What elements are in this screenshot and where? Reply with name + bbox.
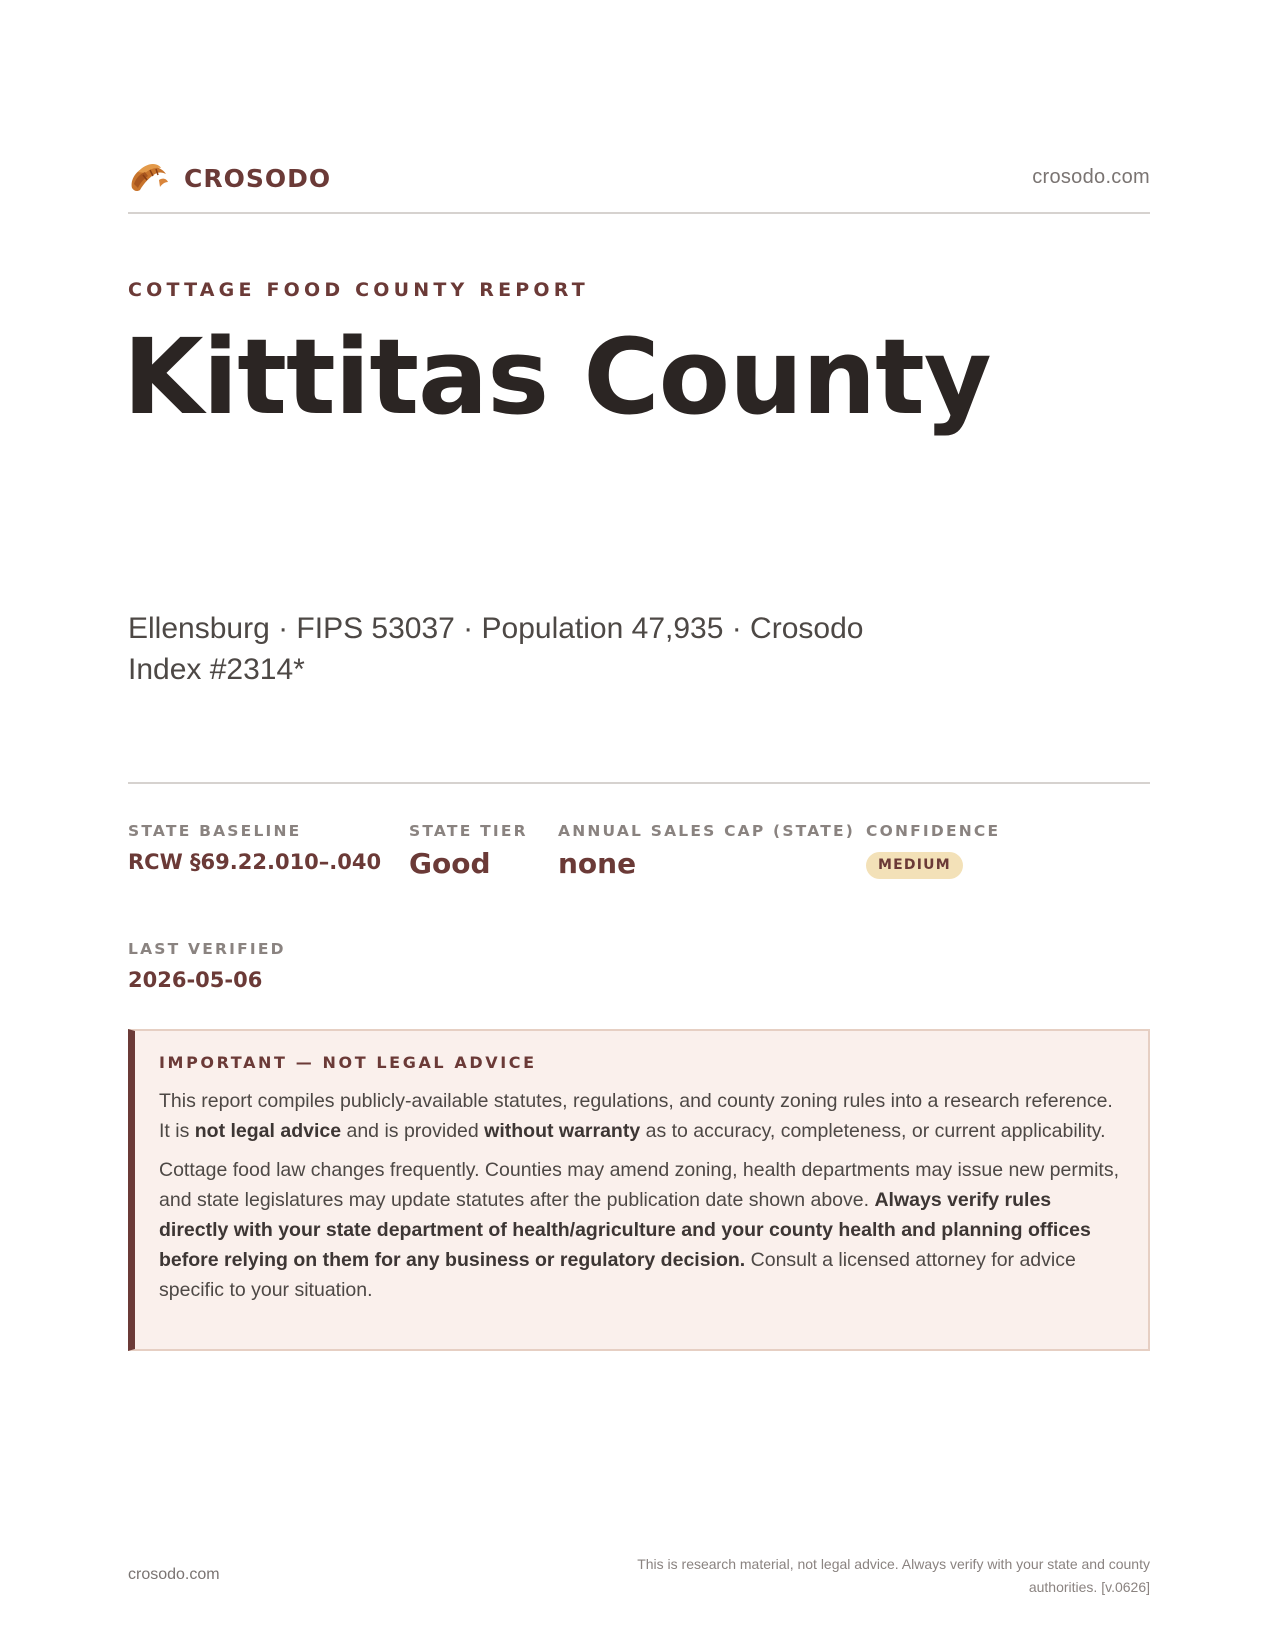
stat-value: RCW §69.22.010–.040 [128, 850, 382, 874]
stat-value: none [558, 847, 637, 880]
report-kicker: COTTAGE FOOD COUNTY REPORT [128, 279, 589, 301]
croissant-icon [128, 158, 170, 198]
stat-last-verified [128, 940, 286, 992]
footer-disclaimer: This is research material, not legal advice. Always verify with your state and county authorities. [v.0626] [637, 1556, 1150, 1595]
stat-sales-cap [558, 822, 855, 880]
header-site-url[interactable]: crosodo.com [1032, 166, 1150, 188]
stat-label: STATE BASELINE [128, 822, 302, 840]
stat-state-tier [409, 822, 528, 880]
section-divider [128, 782, 1150, 784]
stat-label: LAST VERIFIED [128, 940, 286, 958]
legal-notice [128, 1029, 1150, 1351]
notice-emphasis: Always verify rules directly with your state department of health/agriculture and your county health and planning offices before relying on them for any business or regulatory decision. [159, 1189, 1091, 1271]
notice-text: and is provided [341, 1120, 485, 1142]
page-title: Kittitas County [123, 316, 991, 438]
stat-label: ANNUAL SALES CAP (STATE) [558, 822, 856, 840]
stat-state-baseline [128, 822, 381, 874]
brand-logo [128, 158, 331, 198]
stat-label: CONFIDENCE [866, 822, 1001, 840]
report-page [123, 0, 1150, 1650]
stat-confidence [866, 822, 1000, 879]
stat-value: 2026-05-06 [128, 968, 263, 992]
notice-text: as to accuracy, completeness, or current applicability. [640, 1120, 1106, 1142]
footer-site-url[interactable]: crosodo.com [128, 1566, 220, 1583]
brand-name: CROSODO [184, 163, 332, 193]
notice-text: Consult a licensed attorney for advice specific to your situation. [159, 1249, 1076, 1301]
notice-heading: IMPORTANT — NOT LEGAL ADVICE [159, 1053, 537, 1072]
page-header [128, 158, 1150, 214]
notice-emphasis: not legal advice [194, 1120, 342, 1142]
notice-text: This report compiles publicly-available statutes, regulations, and county zoning rules into a research reference. It is [159, 1090, 1113, 1142]
notice-paragraph-2 [159, 1155, 1124, 1305]
stat-label: STATE TIER [409, 822, 528, 840]
notice-emphasis: without warranty [484, 1120, 641, 1142]
stat-value: Good [409, 847, 491, 880]
confidence-badge: MEDIUM [866, 852, 963, 879]
notice-text: Cottage food law changes frequently. Counties may amend zoning, health departments may issue new permits, and state legislatures may update statutes after the publication date shown above. [159, 1159, 1119, 1211]
notice-paragraph-1 [159, 1086, 1124, 1146]
county-subtitle: Ellensburg · FIPS 53037 · Population 47,935 · Crosodo Index #2314* [128, 612, 864, 686]
